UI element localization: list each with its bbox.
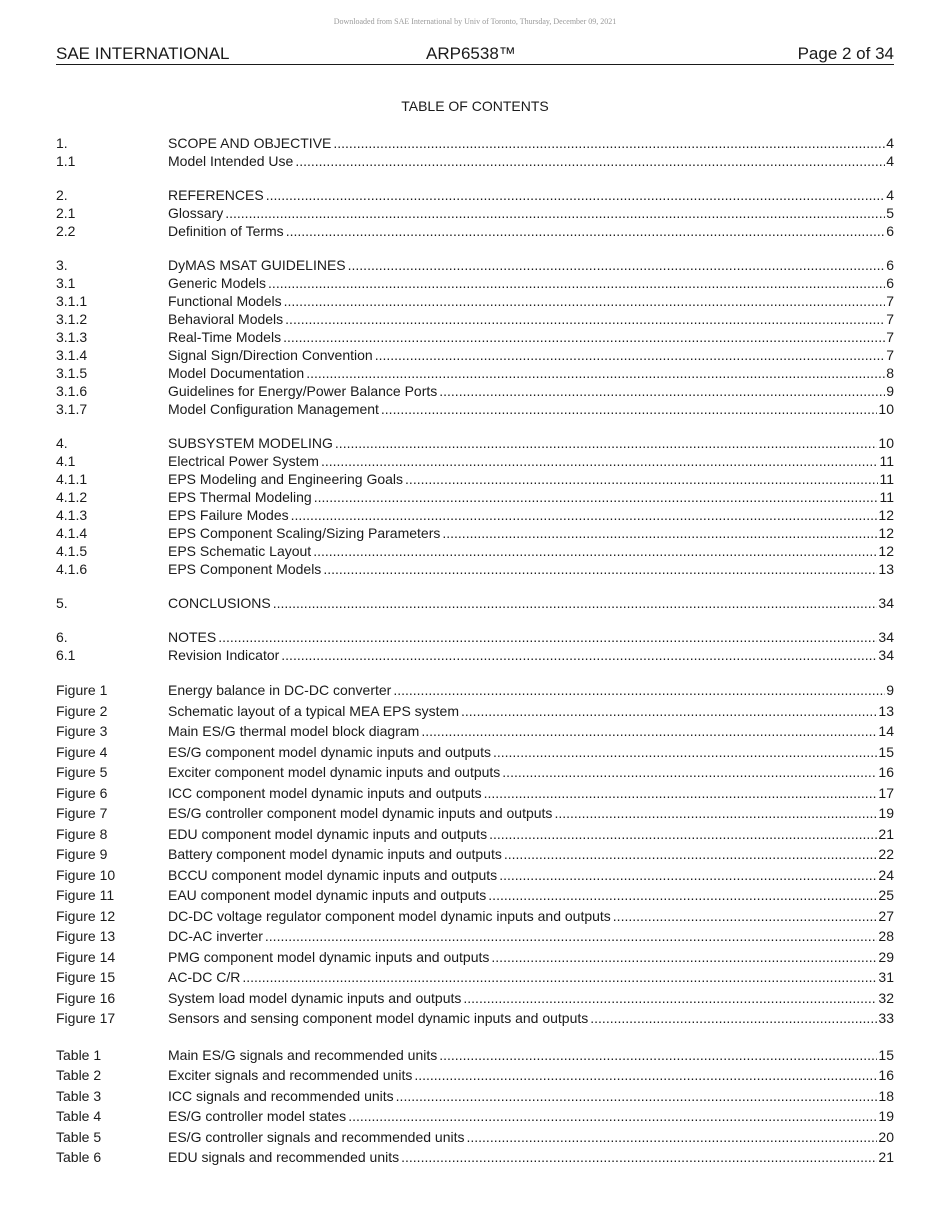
toc-entry[interactable] (56, 186, 894, 204)
toc-entry-page: 24 (878, 866, 894, 883)
toc-entry-page: 14 (878, 723, 894, 739)
page-header (56, 44, 894, 65)
toc-title: TABLE OF CONTENTS (401, 98, 549, 114)
toc-entry[interactable] (56, 628, 894, 646)
toc-entry-title: Real-Time Models (168, 329, 282, 345)
toc-entry-page: 21 (878, 825, 894, 842)
toc-entry-title: EPS Modeling and Engineering Goals (168, 471, 404, 487)
toc-entry-number: 1. (56, 135, 68, 151)
toc-entry-title: Behavioral Models (168, 311, 284, 327)
toc-entry-number: Table 6 (56, 1149, 102, 1165)
toc-entry-title: ICC signals and recommended units (168, 1087, 394, 1104)
toc-section-group (56, 186, 894, 240)
toc-leader-dots (421, 721, 877, 742)
toc-leader-dots (502, 762, 877, 783)
toc-entry[interactable] (56, 506, 894, 524)
toc-entry[interactable] (56, 885, 894, 906)
toc-entry[interactable] (56, 742, 894, 763)
toc-entry[interactable] (56, 560, 894, 578)
toc-entry-page: 27 (878, 907, 894, 924)
toc-leader-dots (554, 803, 877, 824)
toc-entry-title: AC-DC C/R (168, 969, 241, 985)
toc-entry-number: 4.1.6 (56, 561, 88, 577)
toc-entry-page: 10 (878, 435, 894, 451)
header-page-number: Page 2 of 34 (797, 44, 894, 63)
toc-entry[interactable] (56, 328, 894, 346)
toc-entry-number: 4.1.5 (56, 543, 88, 559)
toc-entry-number: 3.1.7 (56, 401, 88, 417)
toc-leader-dots (295, 152, 885, 170)
toc-leader-dots (306, 364, 885, 382)
toc-entry-page: 17 (878, 784, 894, 801)
toc-entry[interactable] (56, 701, 894, 722)
toc-entry-page: 11 (879, 453, 894, 469)
toc-entry-page: 15 (878, 743, 894, 760)
toc-leader-dots (313, 542, 877, 560)
toc-entry-number: 3.1.3 (56, 329, 88, 345)
toc-entry[interactable] (56, 967, 894, 988)
toc-entry-number: 3.1.6 (56, 383, 88, 399)
toc-entry-title: EPS Schematic Layout (168, 543, 312, 559)
toc-entry[interactable] (56, 204, 894, 222)
toc-leader-dots (439, 382, 885, 400)
toc-leader-dots (218, 628, 877, 646)
toc-entry-title: ES/G controller model states (168, 1108, 347, 1124)
toc-entry-page: 4 (886, 187, 894, 203)
toc-entry-number: Figure 9 (56, 846, 108, 862)
toc-entry-page: 4 (886, 135, 894, 151)
toc-entry-number: Figure 6 (56, 784, 108, 801)
toc-entry-title: System load model dynamic inputs and outputs (168, 989, 462, 1006)
toc-entry[interactable] (56, 346, 894, 364)
toc-entry-title: DC-AC inverter (168, 928, 263, 944)
toc-entry-number: Figure 15 (56, 969, 116, 985)
toc-entry-page: 12 (878, 507, 894, 523)
toc-entry[interactable] (56, 947, 894, 968)
toc-leader-dots (286, 222, 886, 240)
header-org: SAE INTERNATIONAL (56, 44, 230, 63)
toc-leader-dots (348, 256, 886, 274)
toc-entry-number: Figure 7 (56, 805, 108, 821)
toc-entry[interactable] (56, 762, 894, 783)
toc-leader-dots (242, 967, 877, 988)
toc-entry-page: 18 (878, 1087, 894, 1104)
toc-entry-page: 11 (879, 489, 894, 505)
table-of-contents (56, 134, 894, 1184)
toc-leader-dots (375, 346, 886, 364)
toc-leader-dots (466, 1127, 877, 1148)
toc-entry-number: 3.1.1 (56, 293, 88, 309)
toc-leader-dots (323, 560, 877, 578)
toc-entry[interactable] (56, 1086, 894, 1107)
toc-entry[interactable] (56, 646, 894, 664)
toc-entry-number: 3. (56, 257, 68, 273)
toc-entry-page: 31 (878, 969, 894, 985)
toc-entry-number: Figure 5 (56, 764, 108, 780)
toc-entry[interactable] (56, 452, 894, 470)
toc-entry-page: 13 (878, 702, 894, 719)
toc-entry[interactable] (56, 988, 894, 1009)
toc-entry-number: 2. (56, 187, 68, 203)
toc-entry-number: 2.1 (56, 205, 76, 221)
toc-entry-number: Figure 14 (56, 948, 116, 965)
toc-entry-title: Model Intended Use (168, 153, 294, 169)
toc-leader-dots (491, 947, 877, 968)
toc-entry[interactable] (56, 844, 894, 865)
toc-leader-dots (393, 680, 885, 701)
toc-entry-title: BCCU component model dynamic inputs and outputs (168, 866, 498, 883)
toc-leader-dots (266, 186, 886, 204)
toc-entry-page: 9 (886, 383, 894, 399)
toc-entry-title: Schematic layout of a typical MEA EPS system (168, 702, 460, 719)
toc-entry[interactable] (56, 542, 894, 560)
toc-leader-dots (283, 328, 885, 346)
toc-entry-title: EAU component model dynamic inputs and outputs (168, 887, 487, 903)
toc-entry-number: Table 4 (56, 1108, 102, 1124)
toc-entry-page: 7 (886, 311, 894, 327)
toc-leader-dots (484, 783, 878, 804)
toc-leader-dots (439, 1045, 877, 1066)
toc-section-group (56, 434, 894, 578)
toc-entry[interactable] (56, 310, 894, 328)
toc-entry-page: 16 (878, 764, 894, 780)
toc-entry[interactable] (56, 470, 894, 488)
toc-entry-title: EDU signals and recommended units (168, 1149, 400, 1165)
toc-entry[interactable] (56, 680, 894, 701)
toc-entry-page: 6 (886, 257, 894, 273)
toc-entry[interactable] (56, 434, 894, 452)
toc-entry-title: Definition of Terms (168, 223, 284, 239)
header-doc-id: ARP6538™ (426, 44, 516, 63)
toc-entry-title: Exciter component model dynamic inputs and outputs (168, 764, 501, 780)
toc-entry-title: Model Documentation (168, 365, 305, 381)
toc-leader-dots (488, 885, 877, 906)
toc-entry-number: Figure 10 (56, 866, 116, 883)
download-watermark: Downloaded from SAE International by Univ of Toronto, Thursday, December 09, 2021 (333, 17, 617, 26)
toc-entry-page: 7 (886, 329, 894, 345)
toc-leader-dots (461, 701, 877, 722)
toc-entry-title: Signal Sign/Direction Convention (168, 347, 373, 363)
toc-entry-number: 3.1.5 (56, 365, 88, 381)
toc-entry-title: EPS Component Scaling/Sizing Parameters (168, 525, 441, 541)
toc-entry-page: 16 (878, 1067, 894, 1083)
toc-entry-title: SCOPE AND OBJECTIVE (168, 135, 332, 151)
toc-entry[interactable] (56, 382, 894, 400)
toc-entry-title: ES/G controller signals and recommended units (168, 1128, 465, 1145)
toc-entry-page: 15 (878, 1046, 894, 1063)
toc-entry-page: 6 (886, 275, 894, 291)
toc-entry[interactable] (56, 721, 894, 742)
toc-entry-page: 10 (878, 401, 894, 417)
toc-entry-number: 3.1.2 (56, 311, 88, 327)
toc-entry[interactable] (56, 1065, 894, 1086)
toc-entry-title: Generic Models (168, 275, 267, 291)
toc-entry-number: 4.1.4 (56, 525, 88, 541)
toc-entry[interactable] (56, 1106, 894, 1127)
toc-entry-title: EDU component model dynamic inputs and outputs (168, 825, 488, 842)
toc-entry[interactable] (56, 364, 894, 382)
toc-entry-number: Figure 17 (56, 1010, 116, 1026)
toc-leader-dots (463, 988, 877, 1009)
toc-entry-page: 12 (878, 543, 894, 559)
toc-entry-title: ES/G component model dynamic inputs and outputs (168, 743, 491, 760)
toc-entry-number: 4.1.1 (56, 471, 88, 487)
toc-entry[interactable] (56, 524, 894, 542)
toc-entry-title: NOTES (168, 629, 217, 645)
toc-leader-dots (265, 926, 878, 947)
toc-entry-number: Figure 1 (56, 682, 108, 698)
toc-entry-number: 4. (56, 435, 68, 451)
toc-entry-number: Figure 12 (56, 907, 116, 924)
toc-entry-title: Model Configuration Management (168, 401, 379, 417)
toc-entry-title: Main ES/G signals and recommended units (168, 1046, 438, 1063)
toc-entry-number: 5. (56, 595, 68, 611)
toc-entry-number: Figure 2 (56, 702, 108, 719)
toc-entry-title: Exciter signals and recommended units (168, 1067, 413, 1083)
toc-entry-title: CONCLUSIONS (168, 595, 271, 611)
toc-leader-dots (499, 865, 877, 886)
toc-entry[interactable] (56, 1127, 894, 1148)
toc-entry-page: 25 (878, 887, 894, 903)
toc-entry-number: Figure 3 (56, 723, 108, 739)
toc-entry-title: Sensors and sensing component model dynamic inputs and outputs (168, 1010, 589, 1026)
toc-entry-page: 34 (878, 647, 894, 663)
toc-entry-page: 4 (886, 153, 894, 169)
toc-entry-number: Table 3 (56, 1087, 102, 1104)
toc-entry[interactable] (56, 1008, 894, 1029)
toc-entry-page: 29 (878, 948, 894, 965)
toc-section-group (56, 256, 894, 418)
toc-entry-title: DC-DC voltage regulator component model dynamic inputs and outputs (168, 907, 611, 924)
toc-entry-page: 21 (878, 1149, 894, 1165)
toc-entry-page: 19 (878, 1108, 894, 1124)
toc-entry-number: 1.1 (56, 153, 76, 169)
toc-entry-page: 7 (886, 347, 894, 363)
toc-entry[interactable] (56, 400, 894, 418)
toc-entry-number: Figure 11 (56, 887, 115, 903)
toc-entry-number: Figure 4 (56, 743, 108, 760)
toc-entry-page: 12 (878, 525, 894, 541)
toc-entry-title: Revision Indicator (168, 647, 280, 663)
toc-entry-page: 7 (886, 293, 894, 309)
toc-entry[interactable] (56, 256, 894, 274)
toc-leader-dots (348, 1106, 877, 1127)
toc-leader-dots (268, 274, 885, 292)
toc-entry[interactable] (56, 783, 894, 804)
toc-entry[interactable] (56, 274, 894, 292)
toc-leader-dots (414, 1065, 877, 1086)
toc-entry-page: 11 (879, 471, 894, 487)
toc-leader-dots (401, 1147, 877, 1168)
toc-entry-number: 6. (56, 629, 68, 645)
toc-entry-page: 32 (878, 989, 894, 1006)
toc-leader-dots (291, 506, 878, 524)
toc-entry-page: 13 (878, 561, 894, 577)
toc-entry-page: 34 (878, 595, 894, 611)
toc-section-group (56, 594, 894, 612)
toc-leader-dots (335, 434, 878, 452)
toc-leader-dots (381, 400, 878, 418)
toc-entry-page: 22 (878, 846, 894, 862)
toc-entry[interactable] (56, 803, 894, 824)
toc-leader-dots (273, 594, 878, 612)
toc-entry-title: Glossary (168, 205, 224, 221)
toc-entry-title: ES/G controller component model dynamic inputs and outputs (168, 805, 553, 821)
toc-entry-page: 5 (886, 205, 894, 221)
toc-leader-dots (396, 1086, 878, 1107)
toc-entry-number: Figure 16 (56, 989, 116, 1006)
toc-entry-title: Electrical Power System (168, 453, 319, 469)
toc-entry[interactable] (56, 865, 894, 886)
toc-entry-page: 6 (886, 223, 894, 239)
toc-entry-number: Table 1 (56, 1046, 102, 1063)
toc-entry-number: 4.1.2 (56, 489, 88, 505)
toc-entry-number: 6.1 (56, 647, 76, 663)
toc-entry[interactable] (56, 906, 894, 927)
toc-entry-title: EPS Component Models (168, 561, 322, 577)
toc-section-group (56, 134, 894, 170)
toc-leader-dots (333, 134, 885, 152)
toc-entry-number: 3.1.4 (56, 347, 88, 363)
toc-entry-title: Guidelines for Energy/Power Balance Ports (168, 383, 438, 399)
toc-entry[interactable] (56, 1147, 894, 1168)
toc-leader-dots (442, 524, 877, 542)
toc-leader-dots (493, 742, 877, 763)
toc-entry-title: Functional Models (168, 293, 282, 309)
toc-leader-dots (314, 488, 879, 506)
toc-leader-dots (225, 204, 885, 222)
toc-entry-number: 4.1.3 (56, 507, 88, 523)
toc-entry[interactable] (56, 594, 894, 612)
toc-entry-title: EPS Failure Modes (168, 507, 289, 523)
toc-section-group (56, 628, 894, 664)
toc-entry-number: 2.2 (56, 223, 76, 239)
toc-leader-dots (489, 824, 877, 845)
toc-entry-number: Figure 13 (56, 928, 116, 944)
toc-entry-page: 34 (878, 629, 894, 645)
toc-leader-dots (281, 646, 877, 664)
toc-entry-title: PMG component model dynamic inputs and outputs (168, 948, 490, 965)
toc-entry-title: Main ES/G thermal model block diagram (168, 723, 420, 739)
toc-entry-number: Table 5 (56, 1128, 102, 1145)
toc-entry-page: 28 (878, 928, 894, 944)
toc-entry[interactable] (56, 488, 894, 506)
toc-entry-title: EPS Thermal Modeling (168, 489, 312, 505)
toc-entry-page: 20 (878, 1128, 894, 1145)
toc-leader-dots (405, 470, 878, 488)
toc-leader-dots (321, 452, 879, 470)
toc-entry-page: 9 (886, 682, 894, 698)
toc-entry-page: 8 (886, 365, 894, 381)
toc-leader-dots (504, 844, 878, 865)
toc-leader-dots (590, 1008, 877, 1029)
toc-entry[interactable] (56, 1045, 894, 1066)
toc-entry-page: 33 (878, 1010, 894, 1026)
toc-entry[interactable] (56, 926, 894, 947)
toc-entry-title: Battery component model dynamic inputs and outputs (168, 846, 502, 862)
toc-entry-number: 3.1 (56, 275, 76, 291)
toc-entry[interactable] (56, 152, 894, 170)
toc-entry-title: SUBSYSTEM MODELING (168, 435, 333, 451)
toc-entry-title: DyMAS MSAT GUIDELINES (168, 257, 346, 273)
toc-leader-dots (284, 292, 886, 310)
toc-entry-number: 4.1 (56, 453, 76, 469)
toc-entry[interactable] (56, 222, 894, 240)
toc-entry-title: REFERENCES (168, 187, 264, 203)
toc-entry-title: Energy balance in DC-DC converter (168, 682, 392, 698)
toc-entry-page: 19 (878, 805, 894, 821)
toc-leader-dots (285, 310, 885, 328)
toc-leader-dots (613, 906, 878, 927)
toc-entry-number: Table 2 (56, 1067, 102, 1083)
toc-entry[interactable] (56, 292, 894, 310)
list-of-figures (56, 680, 894, 1029)
toc-entry[interactable] (56, 134, 894, 152)
toc-entry-number: Figure 8 (56, 825, 108, 842)
list-of-tables (56, 1045, 894, 1168)
toc-entry[interactable] (56, 824, 894, 845)
toc-entry-title: ICC component model dynamic inputs and outputs (168, 784, 482, 801)
